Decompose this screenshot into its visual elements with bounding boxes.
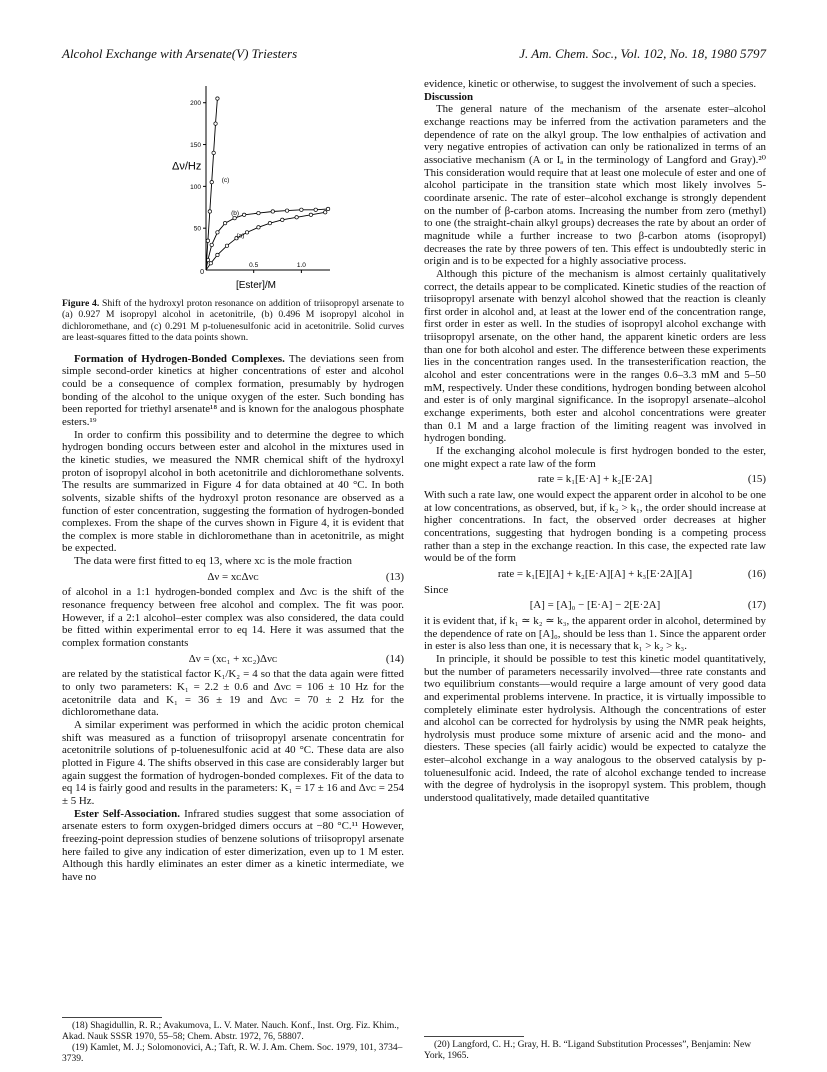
paragraph: The data were first fitted to eq 13, where xᴄ is the mole fraction [74,555,352,568]
data-point [245,231,248,234]
data-point [285,209,288,212]
equation-text: [A] = [A]₀ − [E·A] − 2[E·2A] [529,599,661,612]
x-tick-label: 1.0 [296,262,306,269]
x-tick-label: 0.5 [249,262,259,269]
footnotes-left [62,1021,404,1065]
origin-label: 0 [200,269,204,276]
figure-caption [62,298,404,344]
data-point [281,218,284,221]
paragraph: evidence, kinetic or otherwise, to suggest the involvement of such a species. [424,78,757,90]
equation-text: Δν = xᴄΔνᴄ [207,570,259,583]
data-point [216,253,219,256]
page-header [62,46,766,62]
right-column [424,78,766,805]
x-axis-label: [Ester]/M [235,280,277,291]
y-tick-label: 100 [190,183,201,191]
paragraph [62,353,404,429]
footnote: (18) Shagidullin, R. R.; Avakumova, L. V. Mater. Nauch. Konf., Inst. Org. Fiz. Khim., Akad. Nauk SSSR 1970, 55–58; Chem. Abstr. 1972, 76, 58807. [62,1021,400,1042]
paragraph-text: Infrared studies suggest that some association of arsenate esters to form oxygen-bridged dimers occurs at −80 °C.¹¹ However, freezing-point depression studies of benzene solutions of triisopropyl arsenate here failed to give any indication of ester dimerization, even up to 1 M ester. Although this hardly eliminates an ester dimer as a kinetic intermediate, we have no [62,807,404,883]
equation-16 [424,568,766,581]
data-point [271,210,274,213]
footnote-rule [424,1036,524,1037]
paragraph: In principle, it should be possible to test this kinetic model quantitatively, but the number of parameters necessarily involved—three rate constants and two equilibrium constants—would require a large amount of very good data and experimental problems intervene. In practice, it is virtually impossible to completely eliminate ester hydrolysis. Although the concentrations of ester and alcohol can be corrected for hydrolysis by using the NMR peak heights, hydrolysis must produce some mixture of arsenic acid and the mono- and diesters. These species (all fairly acidic) would be expected to catalyze the ester–alcohol exchange in a way analogous to the observed catalysis by p-toluenesulfonic acid. Indeed, the rate of alcohol exchange tended to increase with the degree of hydrolysis in the isopropyl system. This problem, though understood qualitatively, made detailed quantitative [424,652,766,805]
data-point [295,216,298,219]
series-line [206,209,328,270]
running-title: Alcohol Exchange with Arsenate(V) Triesters [62,46,298,61]
data-point [210,243,213,246]
data-point [225,244,228,247]
equation-number: (15) [747,473,766,486]
equation-text: rate = k₁[E·A] + k₂[E·2A] [537,473,653,486]
equation-13 [62,571,404,584]
paragraph: If the exchanging alcohol molecule is first hydrogen bonded to the ester, one might expect a rate law of the form [424,445,766,470]
paragraph-text: The deviations seen from simple second-order kinetics at higher concentrations of ester and alcohol could be a consequence of complex formation, presumably by hydrogen bonding of the alcohol to the unique oxygen of the ester. Such bonding has been reported for triethyl arsenate¹⁸ and is known for the analogous phosphate esters.¹⁹ [62,352,404,428]
equation-number: (13) [385,570,404,583]
equation-number: (17) [747,599,766,612]
paragraph: The general nature of the mechanism of the arsenate ester–alcohol exchange reactions may be inferred from the activation parameters and the dependence of rate on the alkyl group. The low enthalpies of activation and very negative entropies of activation can only be rationalized in terms of an associative mechanism (A or Iₐ in the terminology of Langford and Gray).²⁰ This consideration would require that at least one molecule of ester and one of alcohol participate in the transition state which most likely involves 5-coordinate arsenic. The rate of ester–alcohol exchange is strongly dependent on the number of β-carbon atoms. Increasing the number from zero (methyl) to one (the straight-chain alkyl groups) decreases the rate by about an order of magnitude while a further increase to two β-carbon atoms (isopropyl) decreases the rate by three powers of ten. This effect is undoubtedly steric in origin and is to be expected for a highly associative process. [424,103,766,268]
paragraph: A similar experiment was performed in which the acidic proton chemical shift was measured as a function of triisopropyl arsenate concentratin for acetonitrile solutions of p-toluenesulfonic acid at 40 °C. These data are also plotted in Figure 4. The shifts observed in this case are considerably larger but again suggest the formation of hydrogen-bonded complexes. Fit of the data to eq 14 is fairly good and results in the parameters: K₁ = 17 ± 16 and Δνᴄ = 254 ± 5 Hz. [62,719,404,807]
paragraph: are related by the statistical factor K₁/K₂ = 4 so that the data again were fitted to only two parameters: K₁ = 2.2 ± 0.6 and Δνᴄ = 106 ± 10 Hz for the acetonitrile data and K₁ = 36 ± 19 and Δνᴄ = 70 ± 2 Hz for the dichloromethane data. [62,668,404,719]
paragraph: it is evident that, if k₁ ≃ k₂ ≃ k₃, the apparent order in alcohol, determined by the dependence of rate on [A]₀, should be less than 1. Since the apparent order in ester is also less than one, it is necessary that k₁ > k₂ > k₃. [424,614,766,653]
paragraph: With such a rate law, one would expect the apparent order in alcohol to be one at low concentrations, as observed, but, if k₂ > k₁, the order should increase at higher concentrations. In fact, the observed order decreases at higher concentrations, suggesting that hydrogen bonding is a competing process rather than a step in the exchange reaction. In this case, the expected rate law would be of the form [424,489,766,565]
figure-4-chart [172,80,342,296]
data-point [214,122,217,125]
paragraph: Although this picture of the mechanism is almost certainly qualitatively correct, the details appear to be complicated. Kinetic studies of the reaction of triisopropyl arsenate with benzyl alcohol showed that the reaction is cleanly first order in alcohol and, at least at the lower end of the concentration range, first order in ester as well. In the studies of isopropyl alcohol exchange with triisopropyl arsenate, on the other hand, the apparent kinetic orders are less than one for both alcohol and ester. The difference between these experiments lies in the concentration ranges used. In the transesterification reaction, the alcohol and ester concentrations were in the ranges 0.6–3.3 mM and 5–50 mM, respectively. Under these conditions, hydrogen bonding between alcohol and ester is of only marginal significance. In the isopropyl arsenate–alcohol exchange experiments, both ester and alcohol concentrations were greater than 0.1 M and a large fraction of the limiting reagent was involved in hydrogen bonding. [424,267,766,445]
paragraph: In order to confirm this possibility and to determine the degree to which hydrogen bonding occurs between ester and alcohol in the mixtures used in the kinetic studies, we measured the NMR chemical shift of the hydroxyl proton of isopropyl alcohol in both acetonitrile and dichloromethane solvents. The results are summarized in Figure 4 for data obtained at 40 °C. In both solvents, sizable shifts of the hydroxyl proton resonance are observed as a function of ester concentration, suggesting the formation of hydrogen-bonded complexes. From the shape of the curves shown in Figure 4, it is evident that the complex is more stable in dichloromethane than in acetonitrile, as might be expected. [62,428,404,555]
footnotes-right [424,1040,766,1062]
curve-label: (c) [221,177,230,185]
equation-14 [62,653,404,666]
data-point [257,226,260,229]
equation-number: (16) [747,567,766,580]
data-point [268,221,271,224]
left-column [62,298,404,884]
figure-caption-text: Shift of the hydroxyl proton resonance on addition of triisopropyl arsenate to (a) 0.927 M isopropyl alcohol in acetonitrile, (b) 0.496 M isopropyl alcohol in dichloromethane, and (c) 0.291 M p-toluenesulfonic acid in acetonitrile. Solid curves are least-squares fitted to the data points shown. [62,298,404,344]
data-point [257,211,260,214]
journal-citation: J. Am. Chem. Soc., Vol. 102, No. 18, 1980 5797 [519,46,766,61]
data-point [216,231,219,234]
data-point [209,262,212,265]
section-heading: Formation of Hydrogen-Bonded Complexes. [74,352,285,365]
figure-caption-label: Figure 4. [62,298,100,309]
data-point [314,208,317,211]
data-point [212,151,215,154]
section-heading: Ester Self-Association. [74,807,180,820]
equation-number: (14) [385,652,404,665]
equation-15 [424,473,766,486]
footnote: (20) Langford, C. H.; Gray, H. B. “Ligand Substitution Processes”, Benjamin: New York, 1965. [424,1040,752,1061]
data-point [324,211,327,214]
paragraph [62,808,404,884]
curve-label: (b) [231,210,240,218]
series-line [206,212,325,270]
data-point [208,210,211,213]
footnote: (19) Kamlet, M. J.; Solomonovici, A.; Taft, R. W. J. Am. Chem. Soc. 1979, 101, 3734–3739. [62,1043,403,1064]
data-point [210,180,213,183]
footnote-rule [62,1017,162,1018]
y-tick-label: 150 [190,142,201,150]
equation-text: Δν = (xᴄ₁ + xᴄ₂)Δνᴄ [188,652,278,665]
y-axis-label: Δν/Hz [172,160,202,173]
data-point [216,97,219,100]
y-tick-label: 200 [190,100,201,108]
equation-text: rate = k₁[E][A] + k₂[E·A][A] + k₃[E·2A][A] [497,567,693,580]
paragraph: of alcohol in a 1:1 hydrogen-bonded complex and Δνᴄ is the shift of the resonance frequency between free alcohol and complex. The fit was poor. However, if a 2:1 alcohol–ester complex was also considered, the data could be fitted within experimental error to eq 14. Here it was assumed that the complex formation constants [62,586,404,650]
data-point [326,207,329,210]
y-tick-label: 50 [193,225,201,233]
data-point [309,213,312,216]
section-heading-discussion: Discussion [424,90,474,103]
data-point [206,239,209,242]
data-point [223,221,226,224]
data-point [242,213,245,216]
equation-17 [424,599,766,612]
paragraph: Since [424,583,449,596]
chart-svg [172,80,342,296]
curve-label: (a) [236,232,245,240]
data-point [300,208,303,211]
